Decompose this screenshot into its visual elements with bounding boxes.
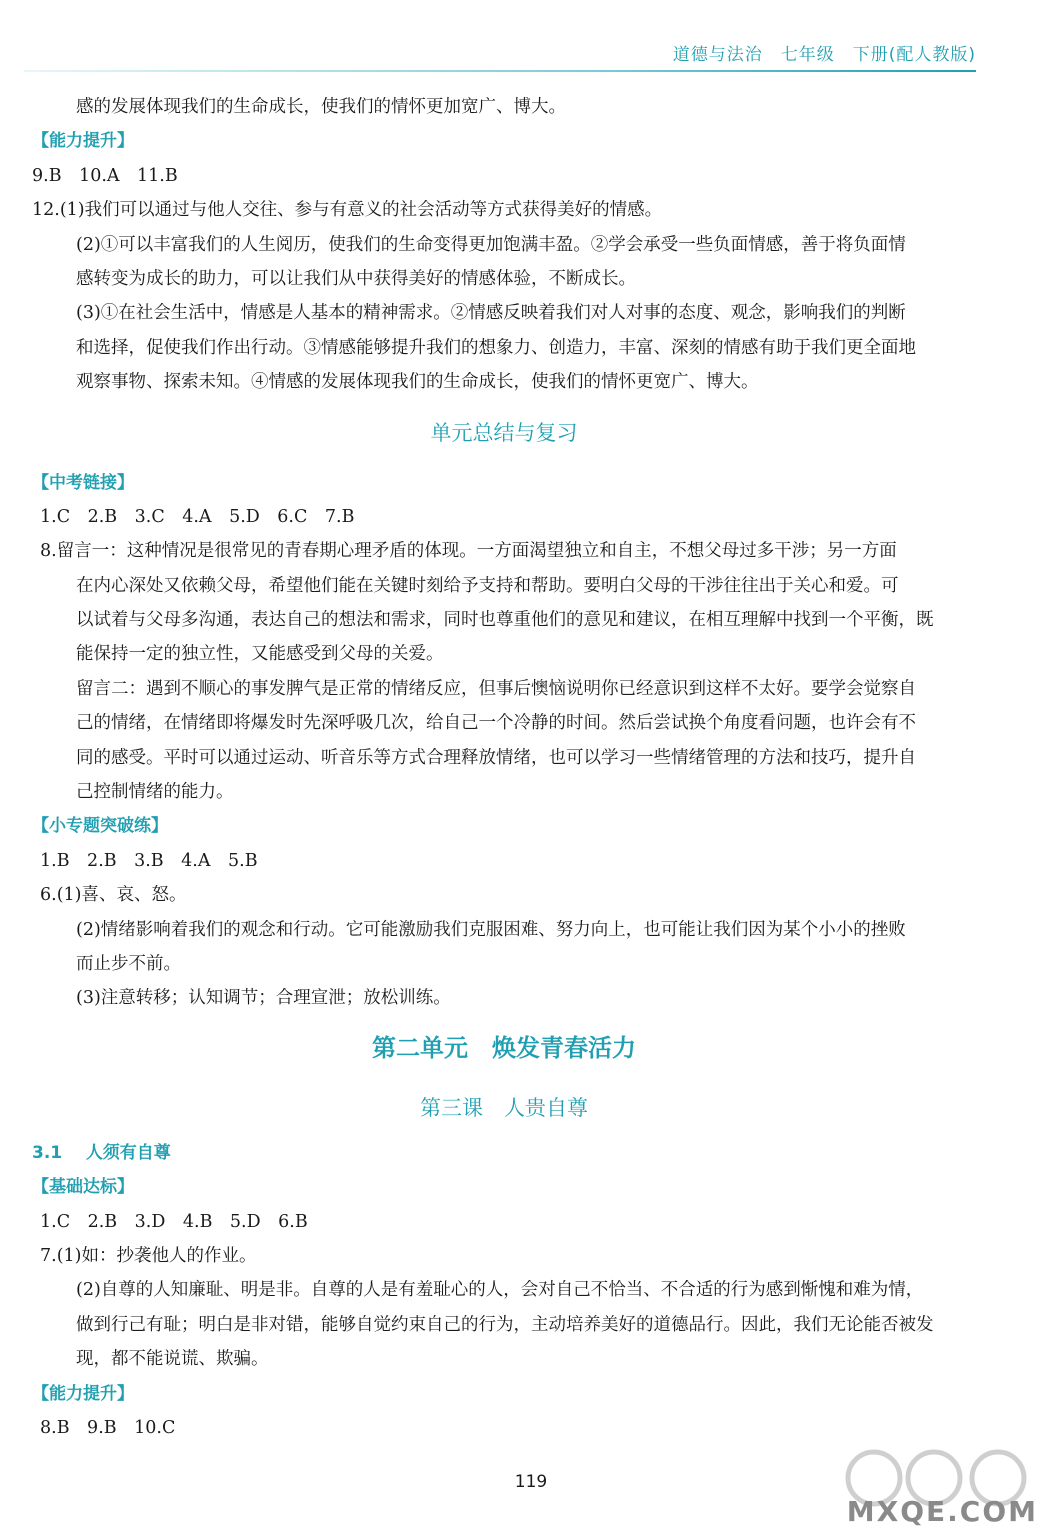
answer-line: (3)①在社会生活中，情感是人基本的精神需求。②情感反映着我们对人对事的态度、观念，影响我们的判断 bbox=[76, 303, 906, 324]
header-edition: 下册(配人教版) bbox=[852, 45, 976, 65]
answer-line: 同的感受。平时可以通过运动、听音乐等方式合理释放情绪，也可以学习一些情绪管理的方法和技巧，提升自 bbox=[76, 747, 916, 768]
answer-line: 1.C 2.B 3.C 4.A 5.D 6.C 7.B bbox=[40, 506, 355, 527]
unit-title: 第二单元 焕发青春活力 bbox=[372, 1032, 636, 1062]
answer-line: 8.B 9.B 10.C bbox=[40, 1417, 176, 1438]
answer-line: 6.(1)喜、哀、怒。 bbox=[40, 885, 187, 906]
answer-line: (3)注意转移；认知调节；合理宣泄；放松训练。 bbox=[76, 988, 451, 1009]
answer-line: 1.B 2.B 3.B 4.A 5.B bbox=[40, 850, 258, 871]
answer-line: 7.(1)如：抄袭他人的作业。 bbox=[40, 1245, 257, 1266]
answer-line: 9.B 10.A 11.B bbox=[32, 165, 178, 186]
answer-line: 12.(1)我们可以通过与他人交往、参与有意义的社会活动等方式获得美好的情感。 bbox=[32, 200, 663, 221]
page-number: 119 bbox=[514, 1472, 548, 1492]
header-grade: 七年级 bbox=[780, 45, 835, 65]
watermark-text: MXQE.COM bbox=[846, 1495, 1038, 1528]
answer-line: 在内心深处又依赖父母，希望他们能在关键时刻给予支持和帮助。要明白父母的干涉往往出于关心和爱。可 bbox=[76, 575, 899, 596]
header-divider bbox=[24, 70, 976, 72]
text-line: 感的发展体现我们的生命成长，使我们的情怀更加宽广、博大。 bbox=[76, 97, 566, 117]
answer-line: (2)自尊的人知廉耻、明是非。自尊的人是有羞耻心的人，会对自己不恰当、不合适的行为感到惭愧和难为情， bbox=[76, 1280, 924, 1301]
section-bracket-heading: 【基础达标】 bbox=[32, 1177, 134, 1198]
answer-content bbox=[32, 90, 976, 1445]
answer-line: 做到行己有耻；明白是非对错，能够自觉约束自己的行为，主动培养美好的道德品行。因此，我们无论能否被发 bbox=[76, 1314, 934, 1335]
answer-line: 8.留言一：这种情况是很常见的青春期心理矛盾的体现。一方面渴望独立和自主，不想父母过多干涉；另一方面 bbox=[40, 541, 897, 562]
answer-line: 1.C 2.B 3.D 4.B 5.D 6.B bbox=[40, 1211, 308, 1232]
answer-line: 能保持一定的独立性，又能感受到父母的关爱。 bbox=[76, 644, 444, 665]
answer-line: (2)①可以丰富我们的人生阅历，使我们的生命变得更加饱满丰盈。②学会承受一些负面情感，善于将负面情 bbox=[76, 234, 906, 255]
answer-line: (2)情绪影响着我们的观念和行动。它可能激励我们克服困难、努力向上，也可能让我们因为某个小小的挫败 bbox=[76, 919, 906, 940]
section-bracket-heading: 【能力提升】 bbox=[32, 131, 134, 152]
answer-line: 感转变为成长的助力，可以让我们从中获得美好的情感体验，不断成长。 bbox=[76, 268, 636, 289]
section-bracket-heading: 【小专题突破练】 bbox=[32, 816, 168, 837]
section-bracket-heading: 【中考链接】 bbox=[32, 472, 134, 493]
answer-line: 留言二：遇到不顺心的事发脾气是正常的情绪反应，但事后懊恼说明你已经意识到这样不太好。要学会觉察自 bbox=[76, 678, 916, 699]
subsection-heading: 3.1 人须有自尊 bbox=[32, 1142, 171, 1163]
running-header bbox=[655, 40, 976, 65]
section-title: 单元总结与复习 bbox=[430, 420, 578, 445]
answer-line: 观察事物、探索未知。④情感的发展体现我们的生命成长，使我们的情怀更宽广、博大。 bbox=[76, 372, 759, 393]
answer-line: 以试着与父母多沟通，表达自己的想法和需求，同时也尊重他们的意见和建议，在相互理解中找到一个平衡，既 bbox=[76, 610, 934, 631]
answer-line: 而止步不前。 bbox=[76, 953, 181, 974]
header-subject: 道德与法治 bbox=[672, 45, 763, 65]
answer-line: 现，都不能说谎、欺骗。 bbox=[76, 1349, 269, 1370]
lesson-title: 第三课 人贵自尊 bbox=[420, 1095, 588, 1120]
section-bracket-heading: 【能力提升】 bbox=[32, 1383, 134, 1404]
answer-line: 和选择，促使我们作出行动。③情感能够提升我们的想象力、创造力，丰富、深刻的情感有助于我们更全面地 bbox=[76, 337, 916, 358]
answer-line: 己的情绪，在情绪即将爆发时先深呼吸几次，给自己一个冷静的时间。然后尝试换个角度看问题，也许会有不 bbox=[76, 713, 916, 734]
answer-line: 己控制情绪的能力。 bbox=[76, 782, 234, 803]
